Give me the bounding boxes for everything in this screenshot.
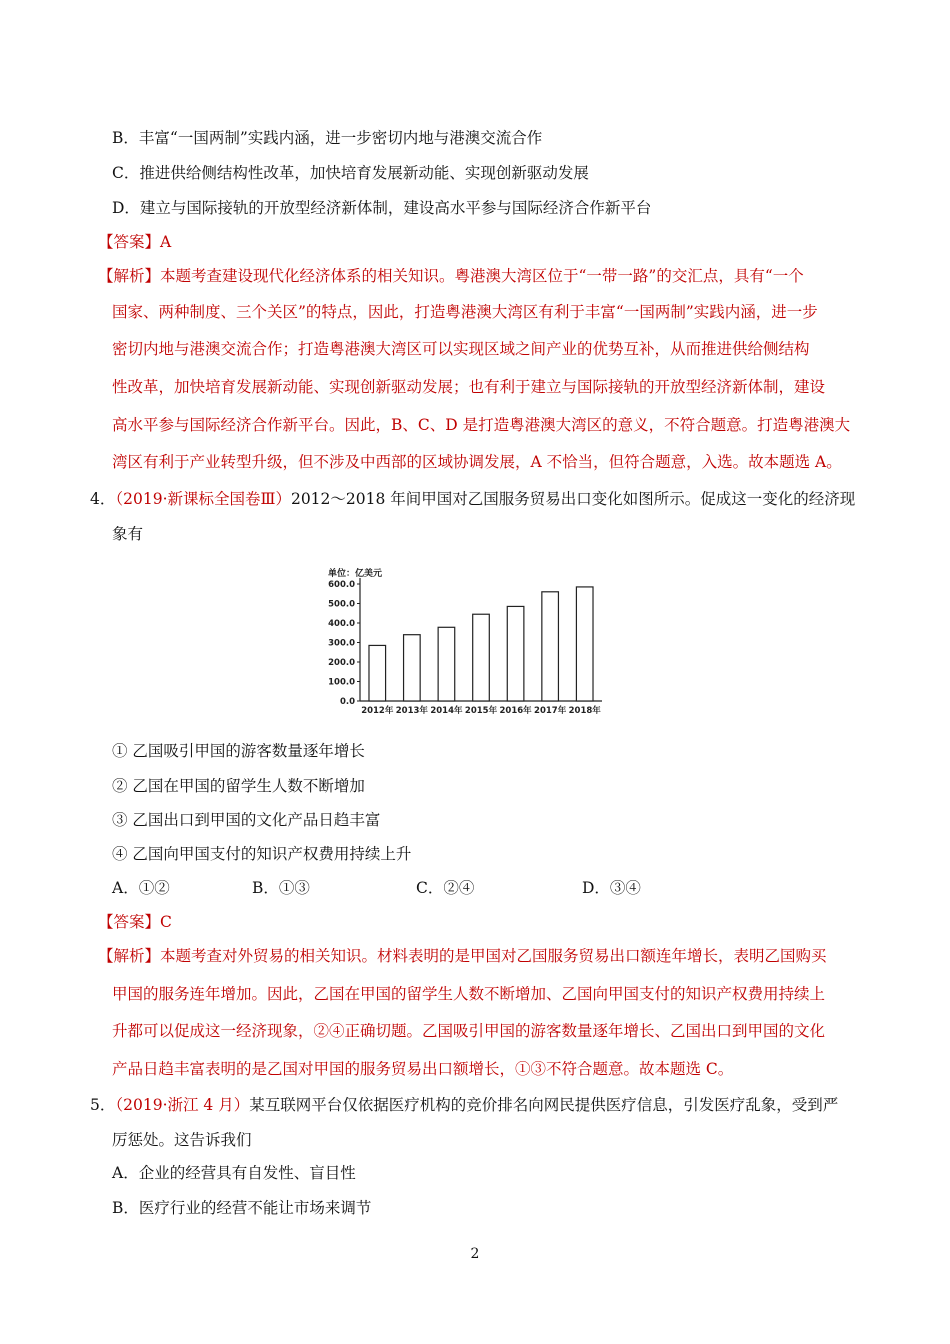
chart-y-tick-label: 300.0: [328, 638, 355, 649]
q3-analysis-line-2: 国家、两种制度、三个关区”的特点，因此，打造粤港澳大湾区有利于丰富“一国两制”实践内涵，进一步: [112, 303, 818, 321]
q4-item-4: ④ 乙国向甲国支付的知识产权费用持续上升: [112, 845, 412, 863]
chart-x-tick-label: 2013年: [395, 706, 428, 716]
chart-bar: [507, 606, 524, 701]
q4-number: 4．: [90, 490, 116, 508]
chart-x-tick-label: 2016年: [499, 706, 532, 716]
q5-choice-b: B．医疗行业的经营不能让市场来调节: [112, 1199, 372, 1217]
q4-analysis-line-3: 升都可以促成这一经济现象，②④正确切题。乙国吸引甲国的游客数量逐年增长、乙国出口到甲国的文化: [112, 1022, 826, 1040]
chart-bar: [576, 587, 593, 701]
q3-option-c: C．推进供给侧结构性改革，加快培育发展新动能、实现创新驱动发展: [112, 164, 589, 182]
chart-bar: [369, 645, 386, 701]
q4-stem-text: 2012～2018 年间甲国对乙国服务贸易出口变化如图所示。促成这一变化的经济现: [290, 490, 856, 508]
q3-analysis-line-5: 高水平参与国际经济合作新平台。因此，B、C、D 是打造粤港澳大湾区的意义，不符合题意。打造粤港澳大: [112, 416, 851, 434]
q5-stem-line-2: 厉惩处。这告诉我们: [112, 1131, 252, 1149]
chart-unit-label: 单位：亿美元: [328, 569, 383, 579]
chart-x-tick-label: 2014年: [430, 706, 463, 716]
q3-option-b: B．丰富“一国两制”实践内涵，进一步密切内地与港澳交流合作: [112, 129, 543, 147]
chart-y-tick-label: 200.0: [328, 658, 355, 668]
q4-analysis-line-2: 甲国的服务连年增加。因此，乙国在甲国的留学生人数不断增加、乙国向甲国支付的知识产权费用持续上: [112, 985, 826, 1003]
q4-item-1: ① 乙国吸引甲国的游客数量逐年增长: [112, 742, 365, 760]
q5-stem-text: 某互联网平台仅依据医疗机构的竞价排名向网民提供医疗信息，引发医疗乱象，受到严: [249, 1096, 839, 1114]
q4-choice-a: A．①②: [112, 879, 170, 897]
q4-choice-c: C．②④: [416, 879, 475, 897]
page-number: 2: [470, 1246, 480, 1262]
chart-y-tick-label: 500.0: [328, 599, 355, 610]
q4-analysis-line-4: 产品日趋丰富表明的是乙国对甲国的服务贸易出口额增长，①③不符合题意。故本题选 C。: [112, 1060, 734, 1078]
q4-analysis-line-1: 【解析】本题考查对外贸易的相关知识。材料表明的是甲国对乙国服务贸易出口额连年增长，表明乙国购买: [98, 947, 827, 965]
q4-stem-line-1: [90, 487, 855, 509]
q5-source: （2019·浙江 4 月）: [115, 1096, 250, 1114]
q3-analysis-line-6: 湾区有利于产业转型升级，但不涉及中西部的区域协调发展，A 不恰当，但符合题意，入选。故本题选 A。: [112, 453, 842, 471]
q4-stem-line-2: 象有: [112, 525, 144, 543]
chart-y-tick-label: 0.0: [339, 697, 355, 707]
q3-answer: 【答案】A: [98, 233, 172, 251]
chart-y-tick-label: 400.0: [328, 619, 355, 629]
chart-bar: [542, 592, 559, 701]
q4-source: （2019·新课标全国卷Ⅲ）: [115, 490, 291, 508]
q4-item-2: ② 乙国在甲国的留学生人数不断增加: [112, 777, 365, 795]
chart-bar: [438, 627, 455, 701]
chart-x-tick-label: 2017年: [534, 706, 567, 716]
q3-analysis-line-1: 【解析】本题考查建设现代化经济体系的相关知识。粤港澳大湾区位于“一带一路”的交汇点，具有“一个: [98, 267, 804, 285]
q3-option-d: D．建立与国际接轨的开放型经济新体制，建设高水平参与国际经济合作新平台: [112, 199, 652, 217]
chart-x-tick-label: 2012年: [361, 706, 394, 716]
q4-item-3: ③ 乙国出口到甲国的文化产品日趋丰富: [112, 811, 381, 829]
q5-stem-line-1: [90, 1093, 838, 1115]
chart-x-tick-label: 2018年: [568, 706, 601, 716]
q5-choice-a: A．企业的经营具有自发性、盲目性: [112, 1164, 356, 1182]
q4-choice-b: B．①③: [252, 879, 310, 897]
service-export-bar-chart: [326, 562, 610, 722]
chart-x-tick-label: 2015年: [464, 706, 498, 716]
q5-number: 5．: [90, 1096, 116, 1114]
q3-analysis-line-3: 密切内地与港澳交流合作；打造粤港澳大湾区可以实现区域之间产业的优势互补，从而推进供给侧结构: [112, 340, 810, 358]
chart-y-tick-label: 100.0: [328, 677, 355, 688]
chart-y-tick-label: 600.0: [328, 580, 355, 590]
q3-analysis-line-4: 性改革，加快培育发展新动能、实现创新驱动发展；也有利于建立与国际接轨的开放型经济新体制，建设: [112, 378, 826, 396]
q4-answer: 【答案】C: [98, 913, 172, 931]
q4-choice-d: D．③④: [582, 879, 641, 897]
chart-bar: [404, 635, 421, 701]
chart-bar: [473, 614, 490, 701]
